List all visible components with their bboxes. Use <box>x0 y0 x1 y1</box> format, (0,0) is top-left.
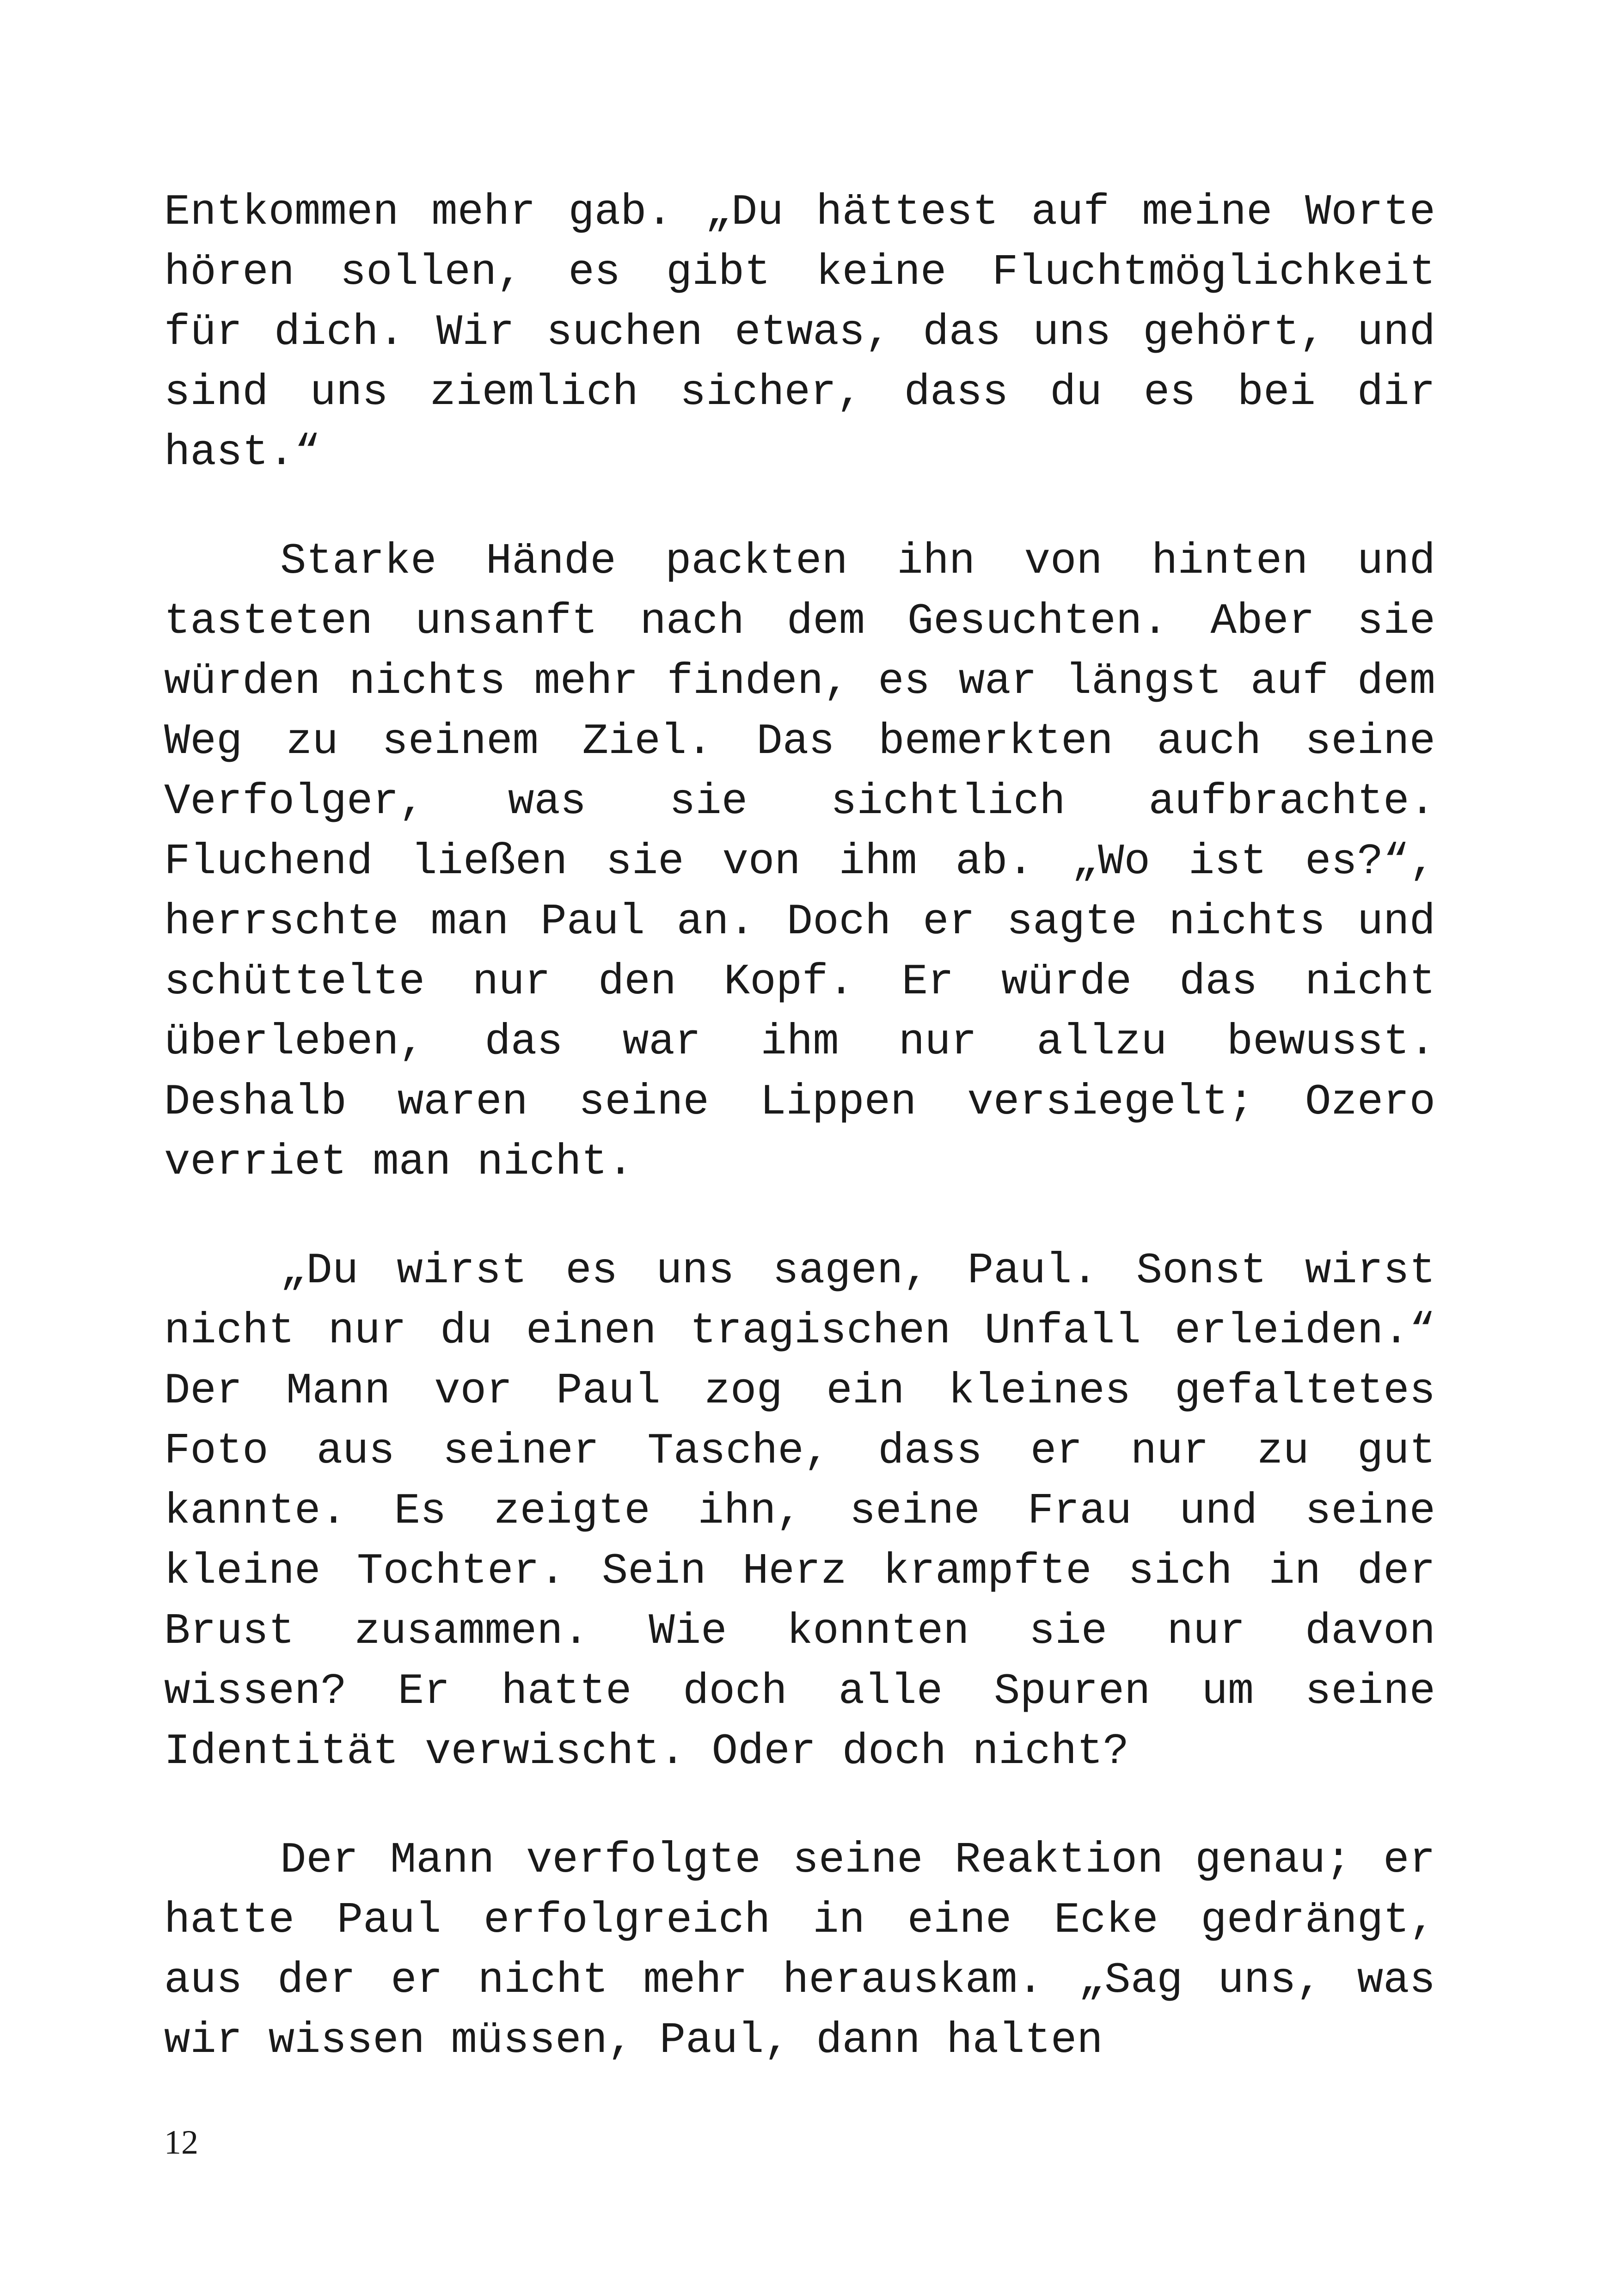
paragraph-3: „Du wirst es uns sagen, Paul. Sonst wirst nicht nur du einen tragischen Unfall erleiden.“ Der Mann vor Paul zog ein kleines gefaltetes Foto aus seiner Tasche, dass er nur zu gut kannte. Es zeigte ihn, seine Frau und seine kleine Tochter. Sein Herz krampfte sich in der Brust zusammen. Wie konnten sie nur davon wissen? Er hatte doch alle Spuren um seine Identität verwischt. Oder doch nicht? <box>164 1247 1435 1776</box>
paragraph-4: Der Mann verfolgte seine Reaktion genau; er hatte Paul erfolgreich in eine Ecke gedrängt, aus der er nicht mehr herauskam. „Sag uns, was wir wissen müssen, Paul, dann halten <box>164 1836 1435 2065</box>
paragraph-1: Entkommen mehr gab. „Du hättest auf meine Worte hören sollen, es gibt keine Fluchtmöglichkeit für dich. Wir suchen etwas, das uns gehört, und sind uns ziemlich sicher, dass du es bei dir hast.“ <box>164 188 1435 478</box>
paragraph-2: Starke Hände packten ihn von hinten und tasteten unsanft nach dem Gesuchten. Aber sie würden nichts mehr finden, es war längst auf dem Weg zu seinem Ziel. Das bemerkten auch seine Verfolger, was sie sichtlich aufbrachte. Fluchend ließen sie von ihm ab. „Wo ist es?“, herrschte man Paul an. Doch er sagte nichts und schüttelte nur den Kopf. Er würde das nicht überleben, das war ihm nur allzu bewusst. Deshalb waren seine Lippen versiegelt; Ozero verriet man nicht. <box>164 537 1435 1187</box>
paragraph-spacer <box>164 1193 1435 1241</box>
paragraph-spacer <box>164 483 1435 532</box>
paragraph-spacer <box>164 1782 1435 1831</box>
body-text <box>164 183 1435 2071</box>
page-number: 12 <box>164 2124 198 2161</box>
